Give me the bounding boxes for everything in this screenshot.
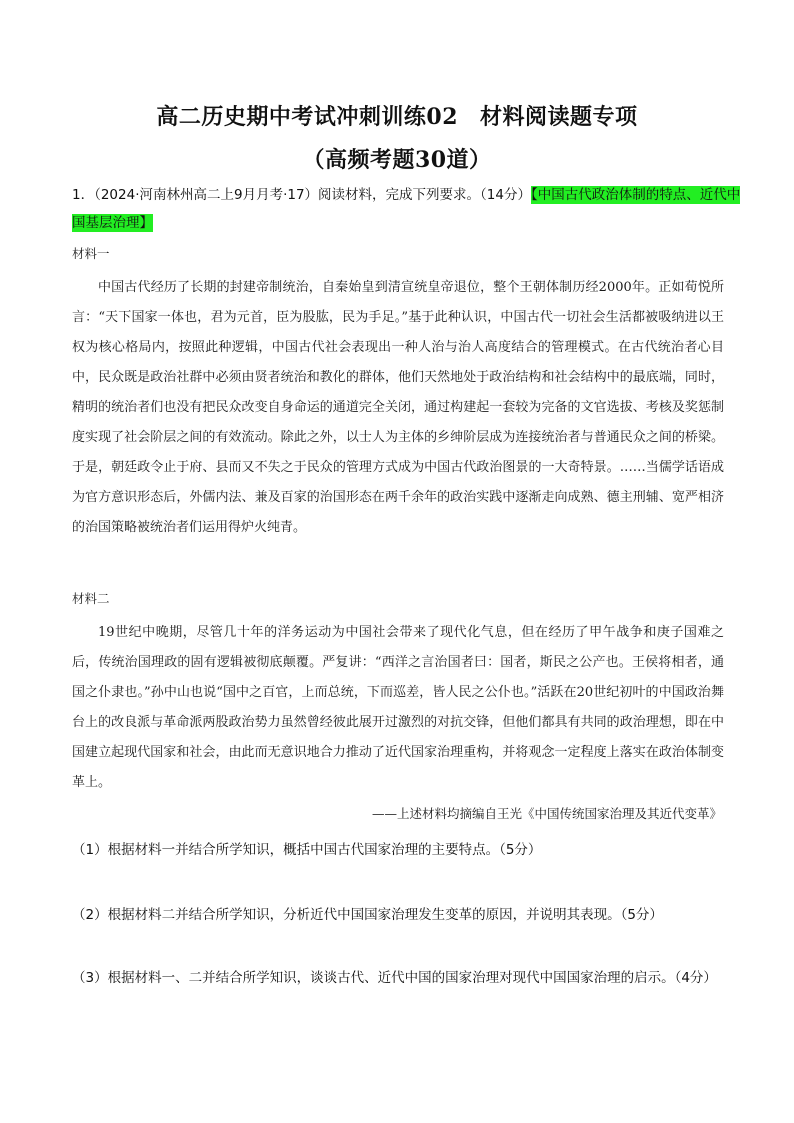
material1-label: 材料一 xyxy=(72,246,110,261)
material2-text: 19世纪中晚期，尽管几十年的洋务运动为中国社会带来了现代化气息，但在经历了甲午战争和庚子国难之后，传统治国理政的固有逻辑被彻底颠覆。严复讲：“西洋之言治国者曰：国者，斯民之公产也。王侯将相者，通国之仆隶也。”孙中山也说“国中之百官，上而总统，下而巡差，皆人民之公仆也。”活跃在20世纪初叶的中国政治舞台上的改良派与革命派两股政治势力虽然曾经彼此展开过激烈的对抗交锋，但他们都具有共同的政治理想，即在中国建立起现代国家和社会，由此而无意识地合力推动了近代国家治理重构，并将观念一定程度上落实在政治体制变革上。 xyxy=(72,625,724,790)
material1-text: 中国古代经历了长期的封建帝制统治，自秦始皇到清宣统皇帝退位，整个王朝体制历经2000年。正如荀悦所言：“天下国家一体也，君为元首，臣为股肱，民为手足。”基于此种认识，中国古代一切社会生活都被吸纳进以王权为核心格局内，按照此种逻辑，中国古代社会表现出一种人治与治人高度结合的管理模式。在古代统治者心目中，民众既是政治社群中必须由贤者统治和教化的群体，他们天然地处于政治结构和社会结构中的最底端，同时，精明的统治者们也没有把民众改变自身命运的通道完全关闭，通过构建起一套较为完备的文官选拔、考核及奖惩制度实现了社会阶层之间的有效流动。除此之外，以士人为主体的乡绅阶层成为连接统治者与普通民众之间的桥梁。于是，朝廷政令止于府、县而又不失之于民众的管理方式成为中国古代政治图景的一大奇特景。……当儒学话语成为官方意识形态后，外儒内法、兼及百家的治国形态在两千余年的政治实践中逐渐走向成熟、德主刑辅、宽严相济的治国策略被统治者们运用得炉火纯青。 xyxy=(72,280,724,535)
page-subtitle: （高频考题30道） xyxy=(302,147,492,173)
topic-tag: 【中国古代政治体制的特点、近代中国基层治理】 xyxy=(72,187,741,231)
question-header xyxy=(72,181,742,237)
page-title xyxy=(0,100,794,131)
sub-question-3: （3）根据材料一、二并结合所学知识，谈谈古代、近代中国的国家治理对现代中国国家治理的启示。（4分） xyxy=(72,970,717,986)
material2-label: 材料二 xyxy=(72,591,110,606)
source-citation: ——上述材料均摘编自王光《中国传统国家治理及其近代变革》 xyxy=(371,806,722,821)
title-topic: 材料阅读题专项 xyxy=(480,104,638,130)
question-stem: 1．（2024·河南林州高二上9月月考·17）阅读材料，完成下列要求。（14分） xyxy=(72,187,531,203)
title-main: 高二历史期中考试冲刺训练02 xyxy=(156,104,459,130)
sub-question-1: （1）根据材料一并结合所学知识，概括中国古代国家治理的主要特点。（5分） xyxy=(72,842,542,858)
sub-question-2: （2）根据材料二并结合所学知识，分析近代中国国家治理发生变革的原因，并说明其表现。（5分） xyxy=(72,907,663,923)
